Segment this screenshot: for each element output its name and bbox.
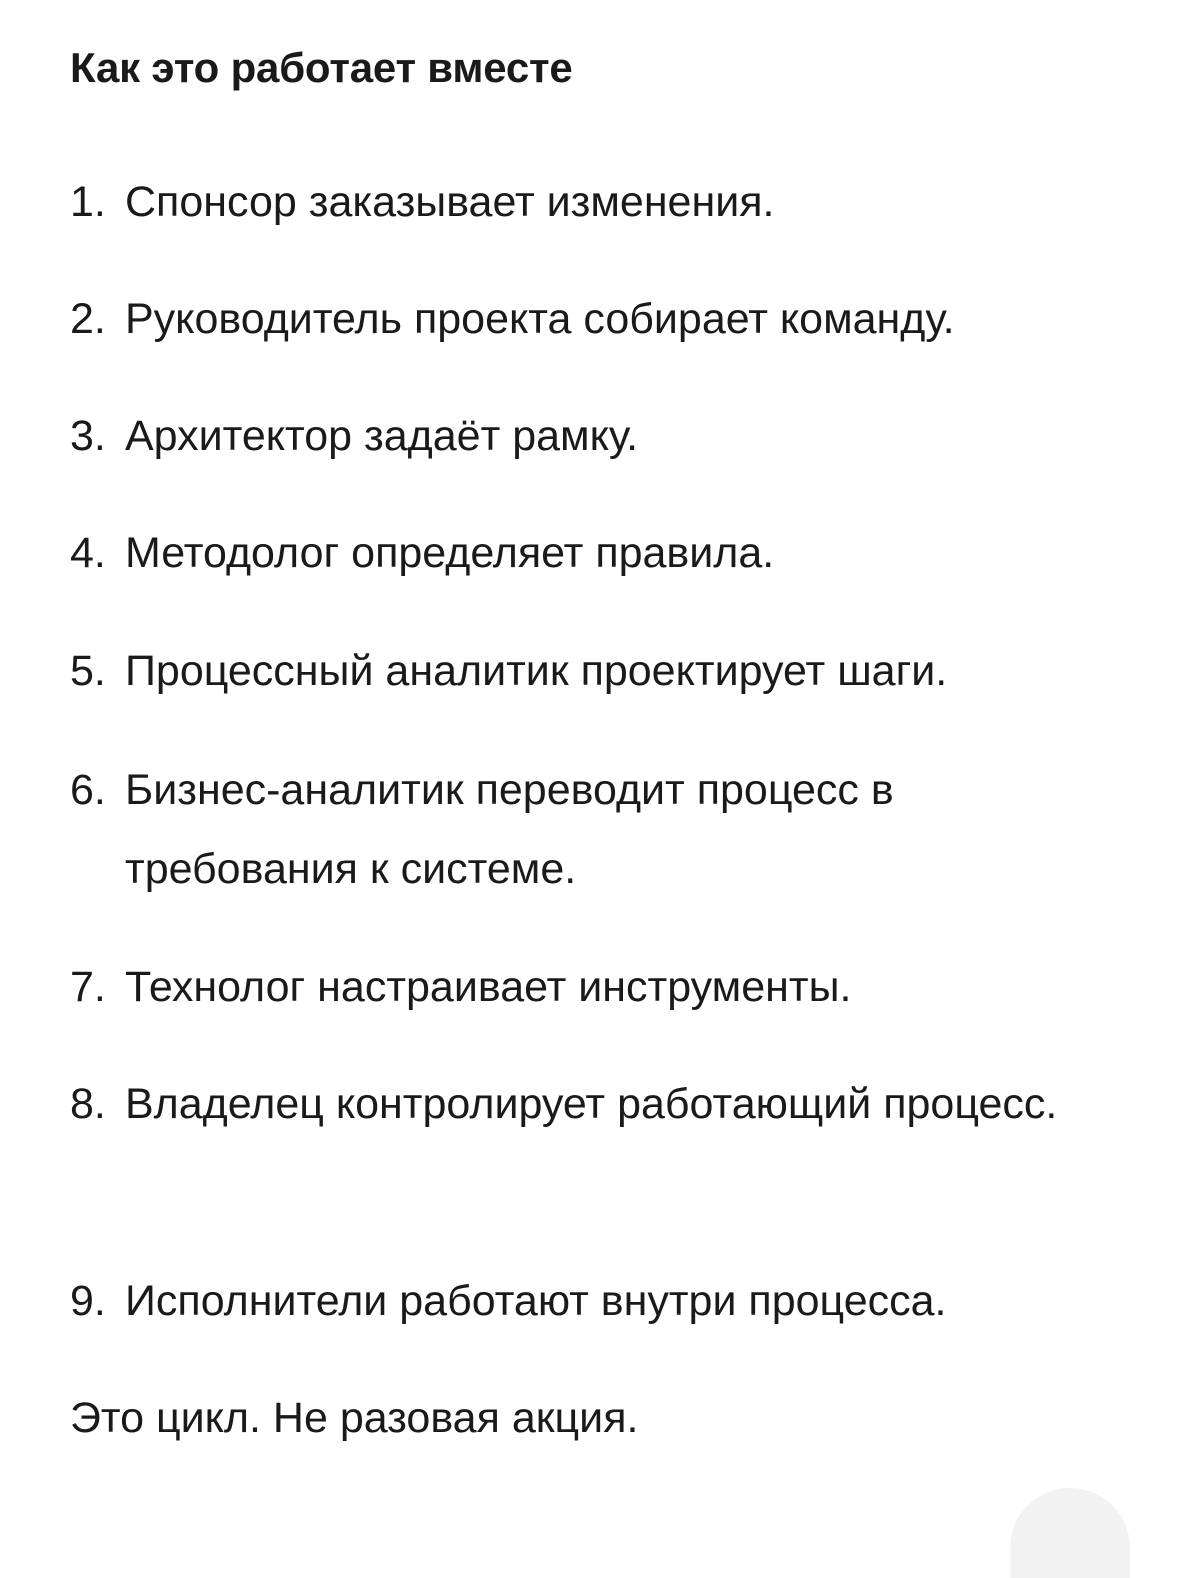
conclusion-text: Это цикл. Не разовая акция. (70, 1394, 639, 1442)
step-text: Бизнес-аналитик переводит процесс в требования к системе. (125, 766, 894, 893)
step-text: Спонсор заказывает изменения. (125, 178, 775, 226)
step-number: 3. (70, 412, 106, 460)
step-number: 7. (70, 963, 106, 1011)
section-heading: Как это работает вместе (70, 44, 573, 91)
step-number: 6. (70, 766, 106, 814)
step-number: 4. (70, 529, 106, 577)
step-text: Архитектор задаёт рамку. (125, 412, 639, 460)
step-number: 9. (70, 1277, 106, 1325)
step-number: 5. (70, 647, 106, 695)
step-text: Исполнители работают внутри процесса. (125, 1277, 947, 1325)
step-number: 8. (70, 1080, 106, 1128)
step-text: Технолог настраивает инструменты. (125, 963, 852, 1011)
step-text: Владелец контролирует работающий процесс. (125, 1080, 1058, 1128)
step-text: Руководитель проекта собирает команду. (125, 295, 955, 343)
step-text: Методолог определяет правила. (125, 529, 775, 577)
step-text: Процессный аналитик проектирует шаги. (125, 647, 948, 695)
step-number: 1. (70, 178, 106, 226)
step-number: 2. (70, 295, 106, 343)
